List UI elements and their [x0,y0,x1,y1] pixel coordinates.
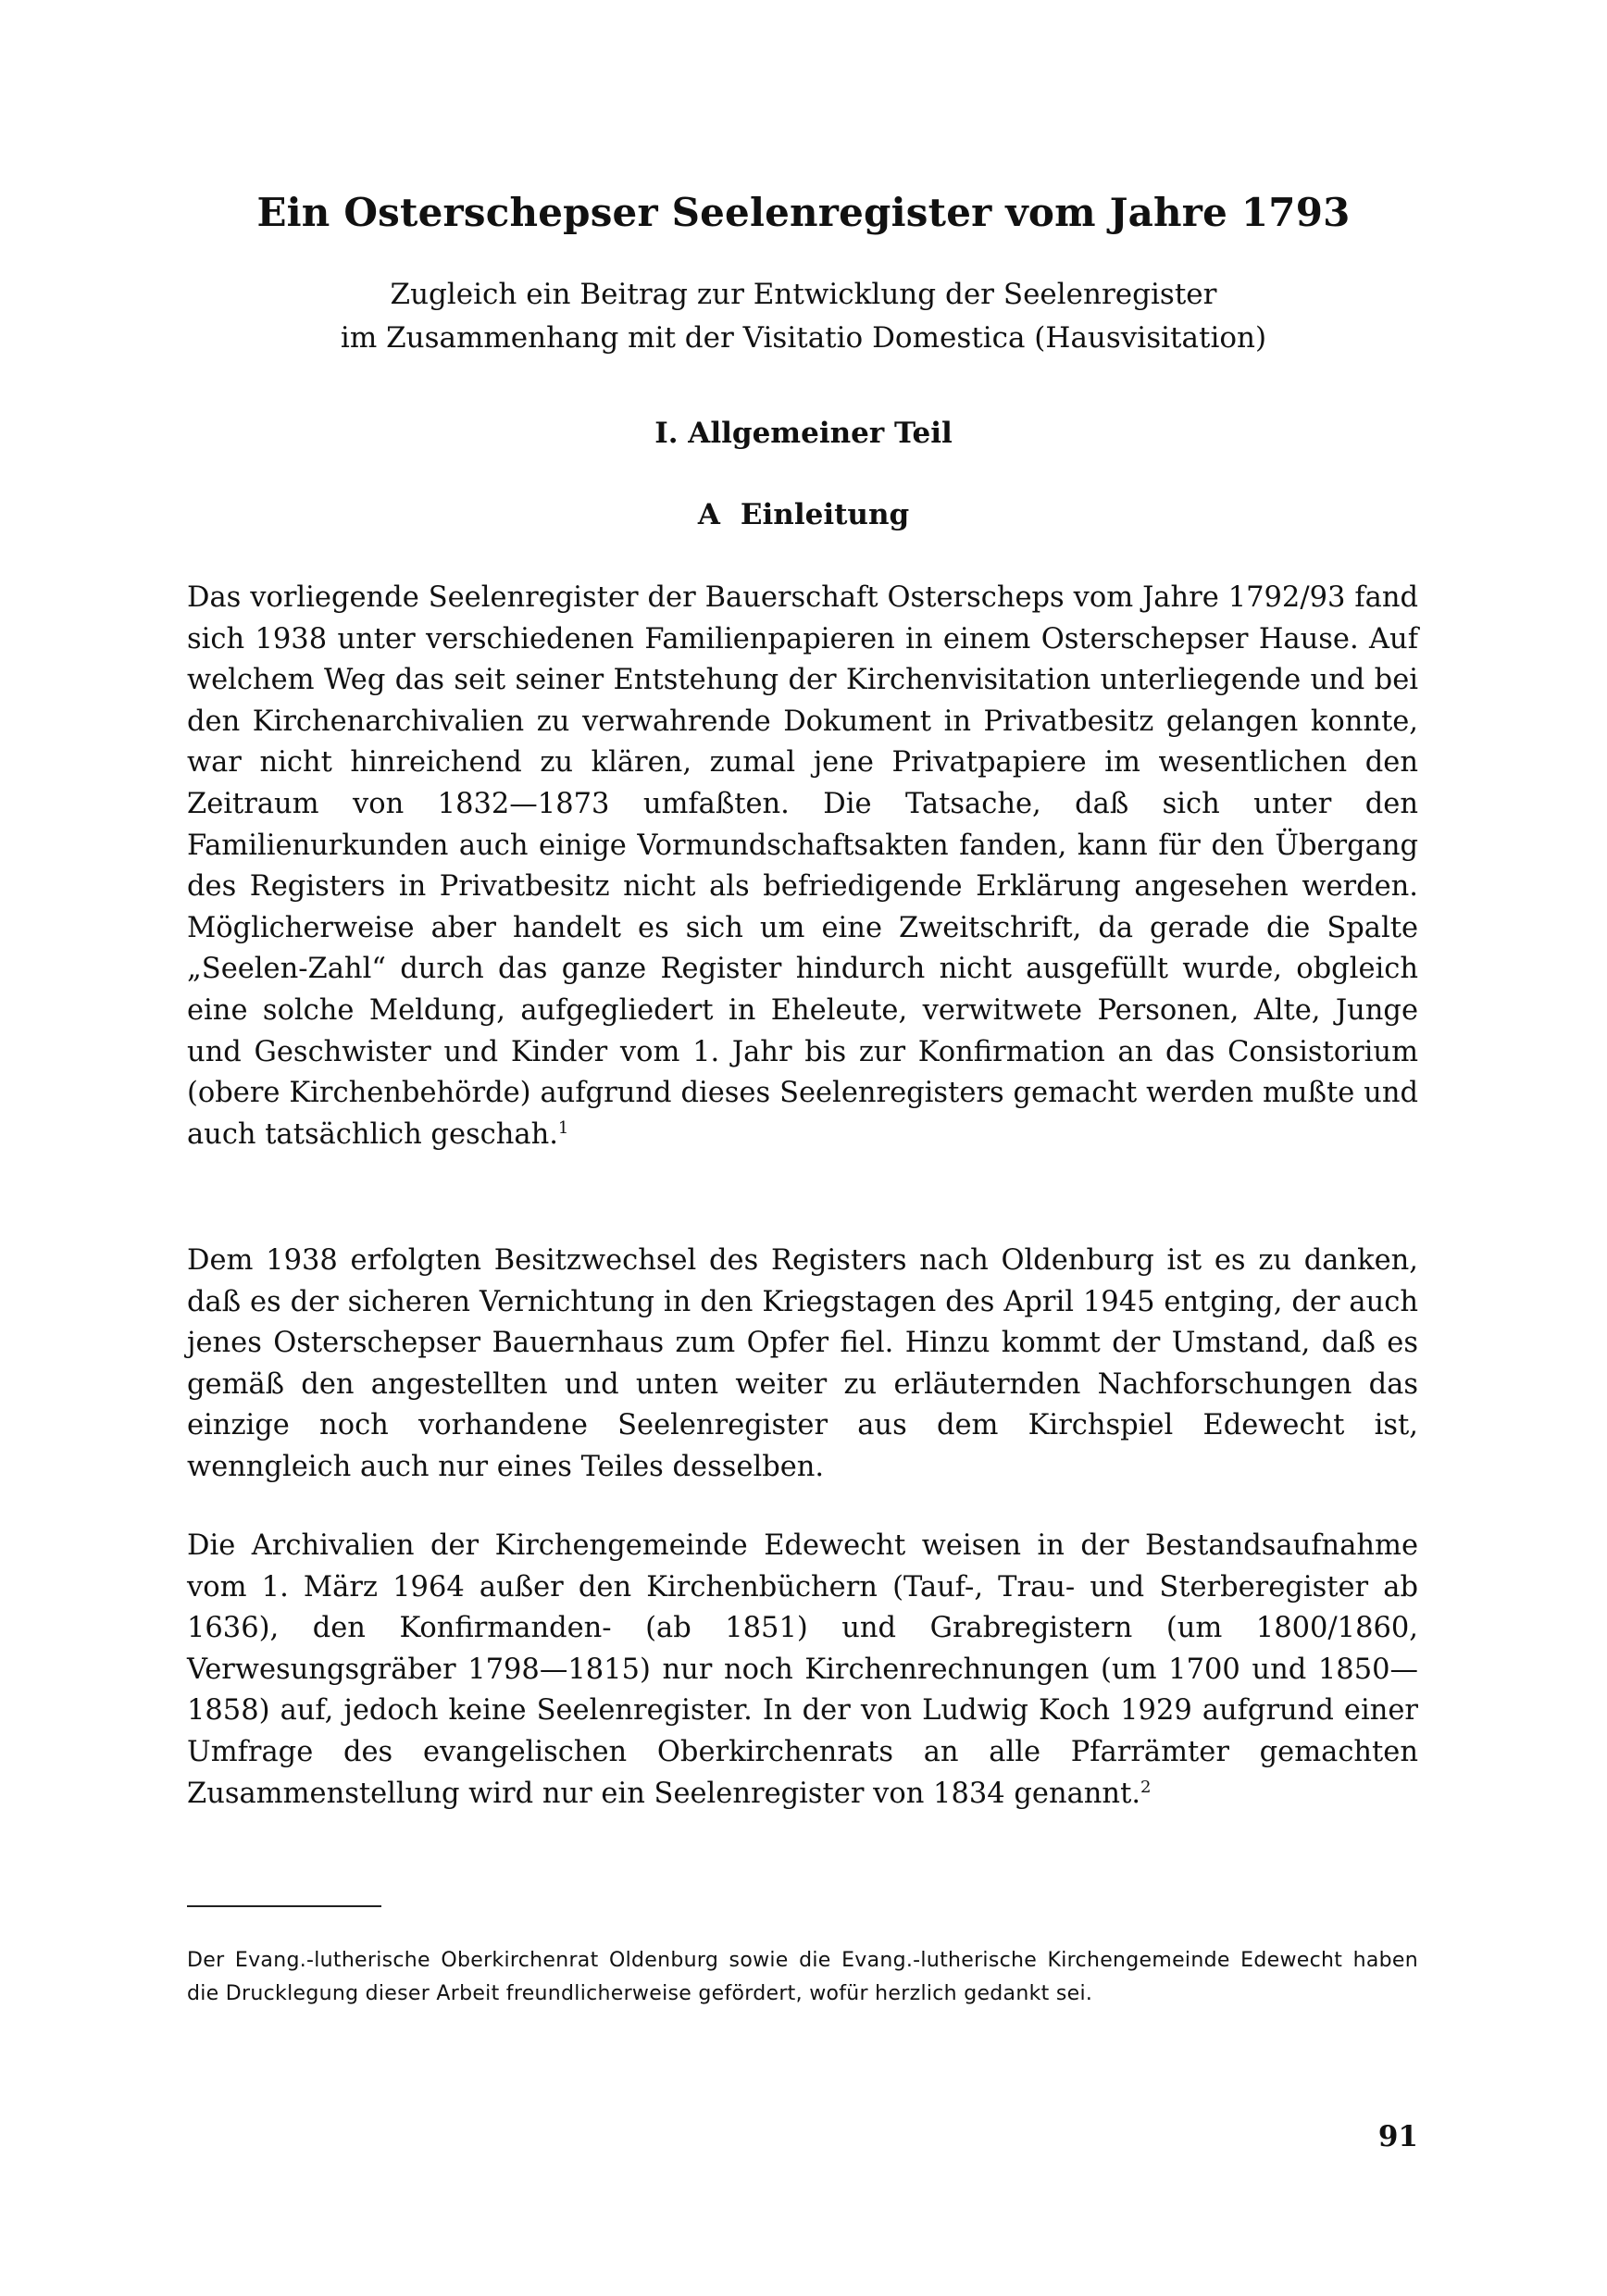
subsection-heading [0,498,1607,531]
subtitle-line-1: Zugleich ein Beitrag zur Entwicklung der Seelenregister [390,278,1217,311]
page-number: 91 [1377,2120,1418,2153]
footnote-divider [187,1905,381,1907]
article-title: Ein Osterschepser Seelenregister vom Jahre 1793 [256,190,1351,235]
footnote: Der Evang.-lutherische Oberkirchenrat Oldenburg sowie die Evang.-lutherische Kirchengemeinde Edewecht haben die Drucklegung dieser Arbeit freundlicherweise gefördert, wofür herzlich gedankt sei. [187,1949,1418,2005]
section-heading: I. Allgemeiner Teil [654,417,953,450]
subtitle-line-2: im Zusammenhang mit der Visitatio Domestica (Hausvisitation) [340,321,1267,355]
paragraph-3 [187,1526,1418,1815]
paragraph-3-text: Die Archivalien der Kirchengemeinde Edewecht weisen in der Bestandsaufnahme vom 1. März 1964 außer den Kirchenbüchern (Tauf-, Trau- und Sterberegister ab 1636), den Konfirmanden- (ab 1851) und Grabregistern (um 1800/1860, Verwesungsgräber 1798—1815) nur noch Kirchenrechnungen (um 1700 und 1850—1858) auf, jedoch keine Seelenregister. In der von Ludwig Koch 1929 aufgrund einer Umfrage des evangelischen Oberkirchenrats an alle Pfarrämter gemachten Zusammenstellung wird nur ein Seelenregister von 1834 genannt. [187,1529,1418,1810]
footnote-ref-1: 1 [557,1117,569,1138]
footnote-ref-2: 2 [1140,1777,1152,1797]
paragraph-1 [187,578,1418,1155]
subsection-letter: A [697,498,720,531]
paragraph-2 [187,1241,1418,1489]
paragraph-2-text: Dem 1938 erfolgten Besitzwechsel des Registers nach Oldenburg ist es zu danken, daß es der sicheren Vernichtung in den Kriegstagen des April 1945 entging, der auch jenes Osterschepser Bauernhaus zum Opfer fiel. Hinzu kommt der Umstand, daß es gemäß den angestellten und unten weiter zu erläuternden Nachforschungen das einzige noch vorhandene Seelenregister aus dem Kirchspiel Edewecht ist, wenngleich auch nur eines Teiles desselben. [187,1244,1418,1483]
paragraph-1-text: Das vorliegende Seelenregister der Bauerschaft Osterscheps vom Jahre 1792/93 fand sich 1938 unter verschiedenen Familienpapieren in einem Osterschepser Hause. Auf welchem Weg das seit seiner Entstehung der Kirchenvisitation unterliegende und bei den Kirchenarchivalien zu verwahrende Dokument in Privatbesitz gelangen konnte, war nicht hinreichend zu klären, zumal jene Privatpapiere im wesentlichen den Zeitraum von 1832—1873 umfaßten. Die Tatsache, daß sich unter den Familienurkunden auch einige Vormundschaftsakten fanden, kann für den Übergang des Registers in Privatbesitz nicht als befriedigende Erklärung angesehen werden. Möglicherweise aber handelt es sich um eine Zweitschrift, da gerade die Spalte „Seelen-Zahl“ durch das ganze Register hindurch nicht ausgefüllt wurde, obgleich eine solche Meldung, aufgegliedert in Eheleute, verwitwete Personen, Alte, Junge und Geschwister und Kinder vom 1. Jahr bis zur Konfirmation an das Consistorium (obere Kirchenbehörde) aufgrund dieses Seelenregisters gemacht werden mußte und auch tatsächlich geschah. [187,581,1418,1151]
subsection-title: Einleitung [740,498,910,531]
